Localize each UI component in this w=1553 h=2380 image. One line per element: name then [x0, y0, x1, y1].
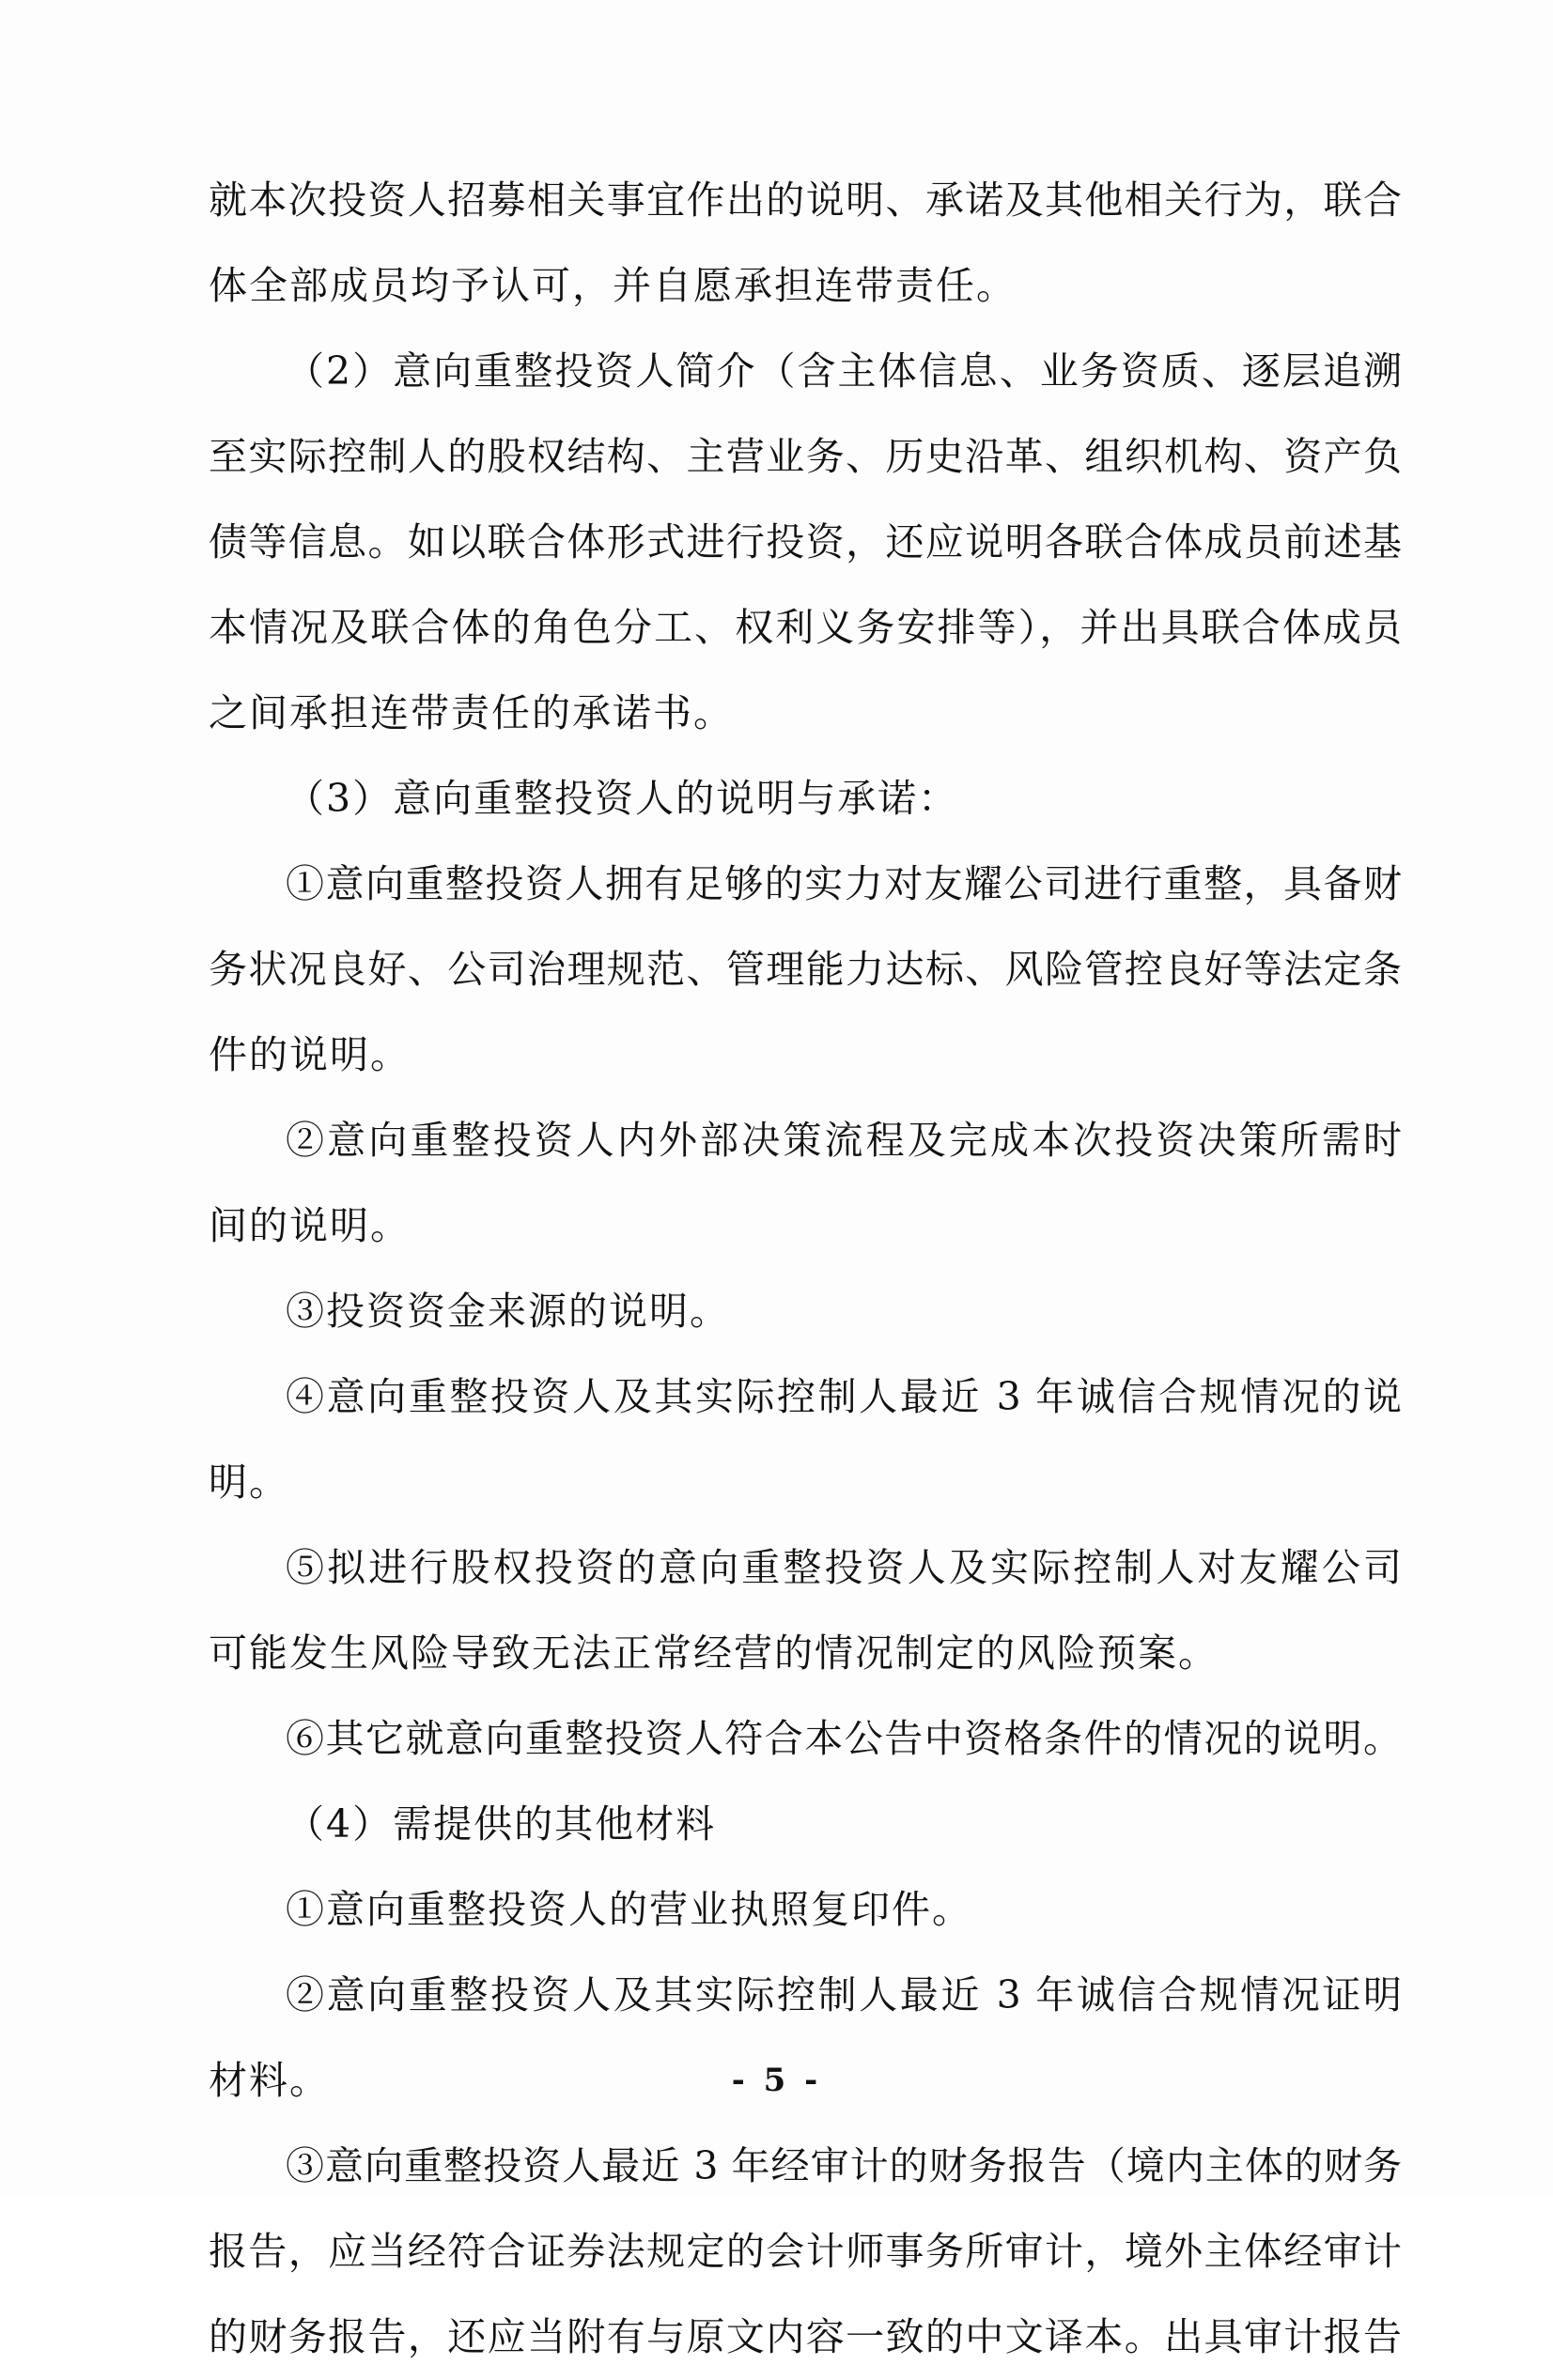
list-item: ③投资资金来源的说明。 [286, 1289, 730, 1334]
list-item: ④意向重整投资人及其实际控制人最近 3 年诚信合规情况的说 [286, 1374, 1402, 1419]
list-item: ②意向重整投资人及其实际控制人最近 3 年诚信合规情况证明 [286, 1972, 1402, 2017]
list-item: ①意向重整投资人拥有足够的实力对友耀公司进行重整，具备财 [286, 861, 1402, 906]
text-line: 之间承担连带责任的承诺书。 [209, 690, 734, 735]
page-number: - 5 - [731, 2062, 822, 2099]
text-line: 体全部成员均予认可，并自愿承担连带责任。 [209, 263, 1017, 308]
text-line: 至实际控制人的股权结构、主营业务、历史沿革、组织机构、资产负 [209, 434, 1402, 479]
text-line: 报告，应当经符合证券法规定的会计师事务所审计，境外主体经审计 [209, 2229, 1402, 2274]
section-heading: （4）需提供的其他材料 [286, 1801, 717, 1847]
text-line: 明。 [209, 1460, 289, 1505]
text-line: 务状况良好、公司治理规范、管理能力达标、风险管控良好等法定条 [209, 947, 1402, 992]
text-line: 债等信息。如以联合体形式进行投资，还应说明各联合体成员前述基 [209, 519, 1402, 564]
list-item: ②意向重整投资人内外部决策流程及完成本次投资决策所需时 [286, 1118, 1402, 1163]
text-line: 本情况及联合体的角色分工、权利义务安排等），并出具联合体成员 [209, 605, 1402, 650]
document-body [209, 158, 1402, 2380]
list-item: ①意向重整投资人的营业执照复印件。 [286, 1887, 972, 1932]
text-line: 就本次投资人招募相关事宜作出的说明、承诺及其他相关行为，联合 [209, 178, 1402, 223]
list-item: ⑤拟进行股权投资的意向重整投资人及实际控制人对友耀公司 [286, 1545, 1402, 1590]
text-line: 件的说明。 [209, 1032, 411, 1077]
text-line: 材料。 [209, 2058, 330, 2103]
text-line: 可能发生风险导致无法正常经营的情况制定的风险预案。 [209, 1630, 1219, 1676]
list-item: ⑥其它就意向重整投资人符合本公告中资格条件的情况的说明。 [286, 1716, 1402, 1761]
section-heading: （3）意向重整投资人的说明与承诺： [286, 776, 959, 821]
text-line: 间的说明。 [209, 1203, 411, 1248]
text-line: 的财务报告，还应当附有与原文内容一致的中文译本。出具审计报告 [209, 2314, 1402, 2359]
section-heading: （2）意向重整投资人简介（含主体信息、业务资质、逐层追溯 [286, 348, 1402, 394]
list-item: ③意向重整投资人最近 3 年经审计的财务报告（境内主体的财务 [286, 2143, 1402, 2188]
